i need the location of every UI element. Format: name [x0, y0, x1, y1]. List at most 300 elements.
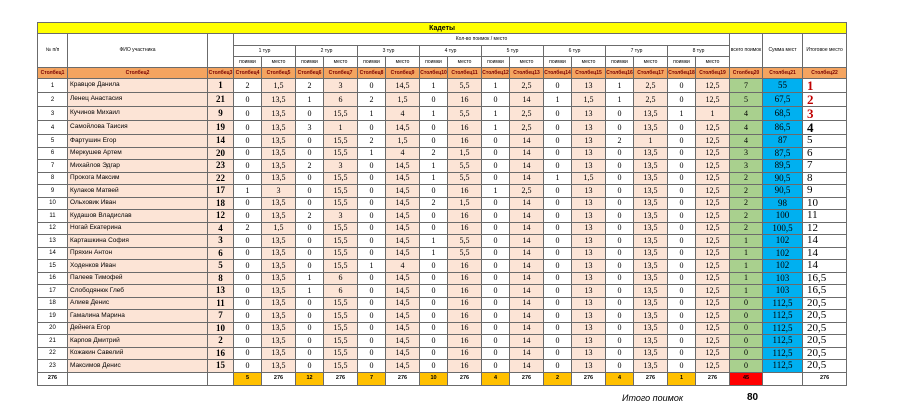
tour-place: 13 [572, 247, 606, 260]
tour-catch: 0 [668, 310, 696, 323]
tour-catch: 0 [296, 185, 324, 198]
tour-catch: 0 [668, 210, 696, 223]
tour-place: 14 [510, 222, 544, 235]
tour-header: 1 тур [234, 46, 296, 57]
totals-first: 276 [38, 372, 68, 385]
tour-place: 5,5 [448, 235, 482, 248]
tour-catch: 0 [544, 260, 572, 273]
participant-code: 19 [208, 121, 234, 135]
tour-catch: 0 [606, 210, 634, 223]
tour-catch: 0 [420, 135, 448, 148]
sum-places: 112,5 [763, 310, 803, 323]
tour-place: 13,5 [634, 335, 668, 348]
tour-place: 12,5 [696, 360, 730, 373]
tour-catch: 0 [606, 247, 634, 260]
tour-place: 13,5 [634, 222, 668, 235]
tour-catch: 0 [482, 172, 510, 185]
tour-catch: 1 [482, 185, 510, 198]
tour-place: 16 [448, 185, 482, 198]
tour-catch: 0 [544, 185, 572, 198]
tour-place: 1,5 [386, 135, 420, 148]
tour-catch: 0 [358, 79, 386, 93]
table-row [38, 185, 847, 198]
final-place: 2 [803, 93, 847, 107]
tour-catch: 0 [668, 285, 696, 298]
participant-name: Ольховик Иван [68, 197, 208, 210]
participant-code: 7 [208, 310, 234, 323]
totals-blank [208, 372, 234, 385]
tour-place: 14 [510, 310, 544, 323]
tour-place: 13,5 [634, 260, 668, 273]
participant-name: Кудашов Владислав [68, 210, 208, 223]
tour-place: 13,5 [634, 197, 668, 210]
final-place: 8 [803, 172, 847, 185]
total-catch: 0 [730, 310, 763, 323]
column-label-row [38, 68, 847, 79]
place-subheader: место [262, 57, 296, 68]
tour-place: 1,5 [448, 147, 482, 160]
tour-catch: 1 [420, 172, 448, 185]
tour-place: 5,5 [448, 160, 482, 173]
tour-catch: 0 [606, 272, 634, 285]
tour-catch: 0 [482, 235, 510, 248]
total-catch: 0 [730, 360, 763, 373]
tour-catch: 2 [420, 147, 448, 160]
tour-catch: 0 [668, 247, 696, 260]
tour-catch: 0 [234, 310, 262, 323]
tour-catch: 1 [420, 235, 448, 248]
totals-catch: 4 [606, 372, 634, 385]
tour-catch: 0 [482, 147, 510, 160]
tour-catch: 0 [606, 235, 634, 248]
totals-place: 276 [634, 372, 668, 385]
tour-catch: 0 [606, 107, 634, 121]
tour-catch: 1 [296, 93, 324, 107]
sum-places: 90,5 [763, 172, 803, 185]
place-subheader: место [572, 57, 606, 68]
row-number: 18 [38, 297, 68, 310]
tour-header: 4 тур [420, 46, 482, 57]
total-catch: 5 [730, 93, 763, 107]
tour-place: 13,5 [634, 322, 668, 335]
tour-catch: 0 [296, 135, 324, 148]
tour-place: 14 [510, 197, 544, 210]
participant-name: Алиев Денис [68, 297, 208, 310]
tour-catch: 0 [420, 322, 448, 335]
participant-name: Фартушин Егор [68, 135, 208, 148]
tour-place: 6 [324, 93, 358, 107]
sum-places: 103 [763, 285, 803, 298]
totals-catch: 2 [544, 372, 572, 385]
tour-place: 13 [572, 360, 606, 373]
place-subheader: место [324, 57, 358, 68]
tour-catch: 0 [234, 297, 262, 310]
tour-catch: 0 [234, 360, 262, 373]
totals-place: 276 [262, 372, 296, 385]
tour-place: 12,5 [696, 79, 730, 93]
tour-catch: 0 [420, 260, 448, 273]
tour-place: 15,5 [324, 172, 358, 185]
tour-place: 4 [386, 260, 420, 273]
column-label: Столбец21 [763, 68, 803, 79]
tour-place: 14 [510, 93, 544, 107]
column-label: Столбец10 [420, 68, 448, 79]
header-group: Кол-во поимок / место [234, 34, 730, 46]
tour-place: 5,5 [448, 247, 482, 260]
column-label: Столбец14 [544, 68, 572, 79]
table-row [38, 222, 847, 235]
participant-name: Карташкина София [68, 235, 208, 248]
tour-place: 13,5 [262, 121, 296, 135]
catch-subheader: поимки [420, 57, 448, 68]
totals-catch: 1 [668, 372, 696, 385]
tour-catch: 1 [358, 107, 386, 121]
final-place: 5 [803, 135, 847, 148]
tour-place: 12,5 [696, 272, 730, 285]
tour-place: 1,5 [262, 79, 296, 93]
total-catch: 0 [730, 297, 763, 310]
tour-catch: 0 [296, 322, 324, 335]
tour-catch: 0 [234, 135, 262, 148]
place-subheader: место [448, 57, 482, 68]
tour-catch: 0 [606, 335, 634, 348]
results-table [37, 22, 847, 386]
tour-place: 14,5 [386, 297, 420, 310]
tour-place: 4 [386, 147, 420, 160]
table-row [38, 322, 847, 335]
tour-catch: 1 [358, 147, 386, 160]
tour-place: 16 [448, 272, 482, 285]
tour-catch: 0 [234, 93, 262, 107]
tour-catch: 0 [296, 147, 324, 160]
tour-place: 12,5 [696, 347, 730, 360]
column-label: Столбец18 [668, 68, 696, 79]
tour-catch: 2 [296, 160, 324, 173]
tour-catch: 2 [358, 93, 386, 107]
header-total-catch: всего поимок [730, 34, 763, 68]
participant-code: 14 [208, 135, 234, 148]
tour-place: 13,5 [262, 210, 296, 223]
participant-name: Ходенков Иван [68, 260, 208, 273]
tour-catch: 0 [234, 160, 262, 173]
tour-place: 14,5 [386, 222, 420, 235]
tour-catch: 2 [420, 197, 448, 210]
tour-catch: 0 [606, 285, 634, 298]
total-catch: 2 [730, 197, 763, 210]
tour-place: 2,5 [510, 107, 544, 121]
total-catch: 3 [730, 160, 763, 173]
tour-catch: 0 [544, 322, 572, 335]
row-number: 10 [38, 197, 68, 210]
tour-place: 12,5 [696, 185, 730, 198]
tour-place: 12,5 [696, 260, 730, 273]
header-blank [208, 34, 234, 68]
column-label: Столбец6 [296, 68, 324, 79]
tour-catch: 0 [234, 210, 262, 223]
table-row [38, 310, 847, 323]
total-catch: 2 [730, 185, 763, 198]
participant-code: 11 [208, 297, 234, 310]
tour-catch: 0 [668, 360, 696, 373]
tour-place: 14,5 [386, 335, 420, 348]
total-catch: 2 [730, 172, 763, 185]
tour-place: 14,5 [386, 210, 420, 223]
participant-code: 10 [208, 322, 234, 335]
sum-places: 112,5 [763, 297, 803, 310]
total-catch: 1 [730, 285, 763, 298]
tour-catch: 0 [482, 210, 510, 223]
tour-place: 14 [510, 247, 544, 260]
tour-place: 13,5 [262, 235, 296, 248]
tour-catch: 0 [544, 147, 572, 160]
tour-catch: 1 [420, 247, 448, 260]
tour-place: 13 [572, 310, 606, 323]
final-place: 7 [803, 160, 847, 173]
tour-catch: 0 [358, 335, 386, 348]
sum-places: 87 [763, 135, 803, 148]
tour-place: 13 [572, 197, 606, 210]
tour-place: 12,5 [696, 285, 730, 298]
totals-place: 276 [572, 372, 606, 385]
tour-catch: 0 [482, 285, 510, 298]
tour-catch: 1 [668, 107, 696, 121]
tour-catch: 0 [482, 335, 510, 348]
column-label: Столбец17 [634, 68, 668, 79]
tour-place: 13,5 [262, 310, 296, 323]
sum-places: 103 [763, 272, 803, 285]
tour-place: 14 [510, 322, 544, 335]
tour-catch: 1 [544, 172, 572, 185]
final-place: 9 [803, 185, 847, 198]
column-label: Столбец2 [68, 68, 208, 79]
tour-catch: 0 [544, 272, 572, 285]
row-number: 15 [38, 260, 68, 273]
row-number: 14 [38, 247, 68, 260]
tour-place: 12,5 [696, 247, 730, 260]
total-catch: 1 [730, 235, 763, 248]
sum-places: 67,5 [763, 93, 803, 107]
tour-place: 13 [572, 297, 606, 310]
tour-catch: 0 [358, 222, 386, 235]
catch-subheader: поимки [482, 57, 510, 68]
tour-place: 13,5 [262, 247, 296, 260]
sum-places: 100,5 [763, 222, 803, 235]
footer-total-value: 80 [747, 392, 759, 403]
tour-place: 3 [324, 160, 358, 173]
tour-catch: 0 [606, 172, 634, 185]
tour-place: 14,5 [386, 79, 420, 93]
tour-catch: 1 [296, 272, 324, 285]
tour-place: 14,5 [386, 121, 420, 135]
tour-place: 14 [510, 160, 544, 173]
tour-place: 12,5 [696, 235, 730, 248]
tour-place: 14,5 [386, 322, 420, 335]
tour-place: 13 [572, 147, 606, 160]
tour-place: 16 [448, 210, 482, 223]
tour-catch: 0 [668, 93, 696, 107]
table-title: Кадеты [38, 23, 847, 34]
tour-catch: 0 [668, 197, 696, 210]
tour-catch: 1 [296, 285, 324, 298]
tour-catch: 0 [668, 322, 696, 335]
tour-catch: 0 [668, 235, 696, 248]
place-subheader: место [696, 57, 730, 68]
participant-code: 12 [208, 210, 234, 223]
tour-place: 15,5 [324, 235, 358, 248]
table-row [38, 172, 847, 185]
total-catch: 1 [730, 247, 763, 260]
tour-catch: 0 [668, 160, 696, 173]
totals-catch: 7 [358, 372, 386, 385]
participant-code: 22 [208, 172, 234, 185]
tour-catch: 0 [606, 347, 634, 360]
tour-place: 5,5 [448, 79, 482, 93]
tour-header: 3 тур [358, 46, 420, 57]
totals-place: 276 [510, 372, 544, 385]
tour-place: 15,5 [324, 185, 358, 198]
tour-place: 1,5 [448, 197, 482, 210]
sum-places: 87,5 [763, 147, 803, 160]
tour-place: 1 [696, 107, 730, 121]
tour-place: 14 [510, 285, 544, 298]
tour-place: 14 [510, 147, 544, 160]
tour-catch: 0 [668, 121, 696, 135]
tour-place: 13,5 [262, 107, 296, 121]
tour-place: 12,5 [696, 93, 730, 107]
tour-catch: 0 [606, 197, 634, 210]
tour-catch: 0 [420, 185, 448, 198]
tour-catch: 0 [606, 222, 634, 235]
tour-catch: 0 [234, 107, 262, 121]
sum-places: 90,5 [763, 185, 803, 198]
header-final: Итоговое место [803, 34, 847, 68]
total-catch: 0 [730, 335, 763, 348]
participant-code: 1 [208, 79, 234, 93]
tour-catch: 0 [420, 335, 448, 348]
tour-place: 14,5 [386, 285, 420, 298]
totals-catch: 12 [296, 372, 324, 385]
tour-place: 16 [448, 335, 482, 348]
tour-place: 14,5 [386, 347, 420, 360]
final-place: 20,5 [803, 335, 847, 348]
tour-catch: 0 [296, 360, 324, 373]
tour-catch: 0 [544, 121, 572, 135]
tour-place: 13,5 [262, 160, 296, 173]
header-fio: ФИО участника [68, 34, 208, 68]
tour-catch: 0 [606, 260, 634, 273]
tour-catch: 0 [358, 197, 386, 210]
totals-blank [763, 372, 803, 385]
tour-place: 13,5 [634, 210, 668, 223]
final-place: 14 [803, 260, 847, 273]
tour-place: 14,5 [386, 160, 420, 173]
tour-place: 13,5 [262, 347, 296, 360]
tour-catch: 0 [358, 235, 386, 248]
tour-place: 12,5 [696, 222, 730, 235]
participant-code: 13 [208, 285, 234, 298]
tour-place: 13,5 [634, 235, 668, 248]
row-number: 11 [38, 210, 68, 223]
totals-final: 276 [803, 372, 847, 385]
column-label: Столбец9 [386, 68, 420, 79]
row-number: 21 [38, 335, 68, 348]
tour-catch: 0 [358, 285, 386, 298]
tour-place: 13,5 [634, 297, 668, 310]
participant-code: 6 [208, 247, 234, 260]
tour-place: 13 [572, 107, 606, 121]
tour-place: 14 [510, 360, 544, 373]
tour-place: 13,5 [262, 285, 296, 298]
tour-catch: 1 [234, 185, 262, 198]
table-row [38, 210, 847, 223]
final-place: 20,5 [803, 360, 847, 373]
participant-name: Кожакин Савелий [68, 347, 208, 360]
tour-place: 5,5 [448, 107, 482, 121]
tour-place: 2,5 [510, 79, 544, 93]
sum-places: 102 [763, 247, 803, 260]
tour-place: 13 [572, 210, 606, 223]
header-row-1 [38, 34, 847, 46]
tour-place: 14,5 [386, 360, 420, 373]
header-num: № п/п [38, 34, 68, 68]
place-subheader: место [634, 57, 668, 68]
tour-catch: 0 [296, 297, 324, 310]
tour-place: 16 [448, 93, 482, 107]
tour-catch: 0 [482, 260, 510, 273]
tour-catch: 0 [420, 310, 448, 323]
tour-catch: 0 [482, 360, 510, 373]
tour-catch: 0 [606, 322, 634, 335]
column-label: Столбец7 [324, 68, 358, 79]
total-catch: 1 [730, 272, 763, 285]
tour-place: 15,5 [324, 347, 358, 360]
tour-place: 3 [324, 210, 358, 223]
tour-place: 13,5 [262, 297, 296, 310]
footer-total-label: Итого поимок [622, 393, 684, 403]
tour-place: 16 [448, 360, 482, 373]
catch-subheader: поимки [606, 57, 634, 68]
tour-catch: 0 [358, 322, 386, 335]
tour-catch: 0 [358, 360, 386, 373]
tour-catch: 0 [606, 185, 634, 198]
tour-place: 15,5 [324, 335, 358, 348]
final-place: 20,5 [803, 310, 847, 323]
row-number: 20 [38, 322, 68, 335]
tour-catch: 1 [358, 260, 386, 273]
tour-catch: 0 [420, 285, 448, 298]
tour-catch: 0 [420, 272, 448, 285]
tour-place: 14,5 [386, 310, 420, 323]
row-number: 16 [38, 272, 68, 285]
tour-catch: 0 [234, 121, 262, 135]
final-place: 10 [803, 197, 847, 210]
final-place: 6 [803, 147, 847, 160]
final-place: 11 [803, 210, 847, 223]
tour-catch: 0 [544, 210, 572, 223]
tour-place: 1 [634, 135, 668, 148]
tour-place: 12,5 [696, 335, 730, 348]
table-row [38, 121, 847, 135]
participant-code: 20 [208, 147, 234, 160]
tour-place: 15,5 [324, 147, 358, 160]
tour-catch: 0 [606, 360, 634, 373]
tour-catch: 0 [420, 210, 448, 223]
tour-place: 13,5 [262, 360, 296, 373]
tour-place: 14 [510, 260, 544, 273]
place-subheader: место [510, 57, 544, 68]
tour-place: 13,5 [634, 172, 668, 185]
tour-catch: 2 [296, 79, 324, 93]
